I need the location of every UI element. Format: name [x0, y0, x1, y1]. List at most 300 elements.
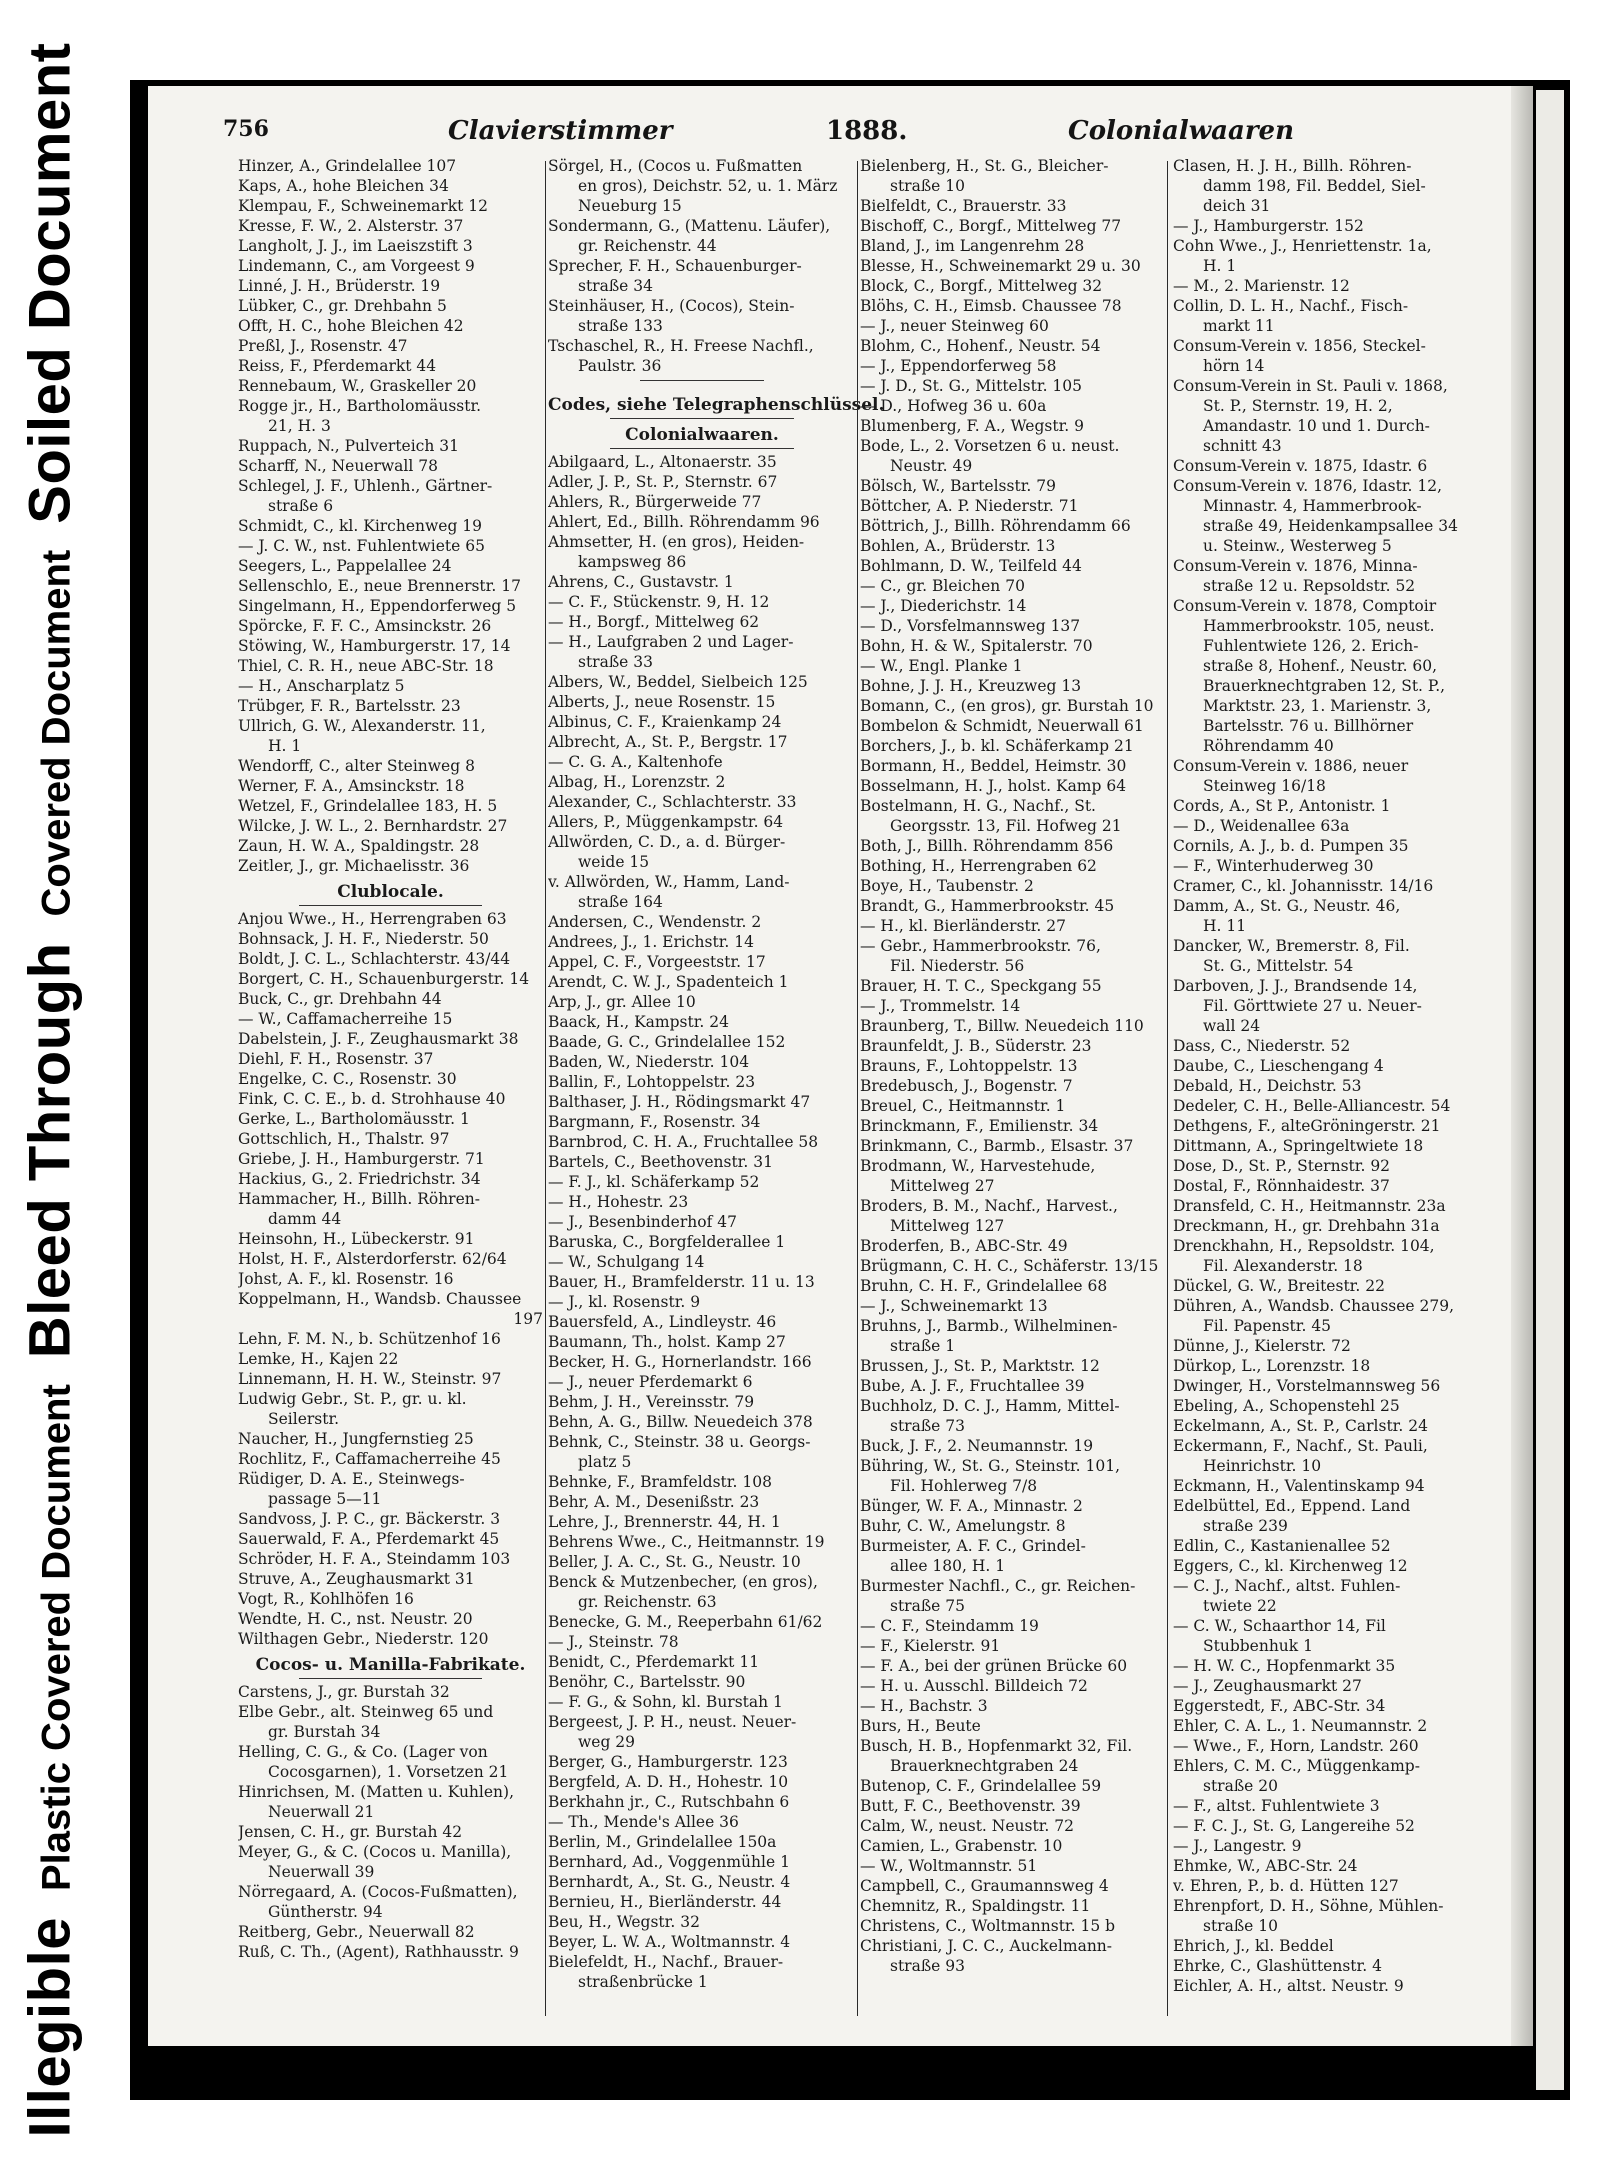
directory-entry: Debald, H., Deichstr. 53 — [1173, 1077, 1362, 1095]
directory-entry: Albers, W., Beddel, Sielbeich 125 — [548, 673, 808, 691]
entry-continuation: straße 20 — [1203, 1777, 1279, 1795]
directory-entry: — J., Eppendorferweg 58 — [860, 357, 1057, 375]
directory-entry: Baden, W., Niederstr. 104 — [548, 1053, 750, 1071]
column-divider — [1167, 161, 1168, 2016]
directory-entry: Rüdiger, D. A. E., Steinwegs- — [238, 1470, 465, 1488]
directory-entry: Spörcke, F. F. C., Amsinckstr. 26 — [238, 617, 492, 635]
directory-entry: Breuel, C., Heitmannstr. 1 — [860, 1097, 1066, 1115]
label-soiled: Soiled Document — [17, 42, 83, 524]
directory-entry: Bohlmann, D. W., Teilfeld 44 — [860, 557, 1082, 575]
directory-entry: Bernhard, Ad., Voggenmühle 1 — [548, 1853, 790, 1871]
entry-continuation: gr. Burstah 34 — [268, 1723, 381, 1741]
directory-entry: Buck, C., gr. Drehbahn 44 — [238, 990, 442, 1008]
entry-continuation: 197 — [513, 1310, 543, 1328]
directory-entry: Consum-Verein v. 1856, Steckel- — [1173, 337, 1426, 355]
directory-entry: — J., Diederichstr. 14 — [860, 597, 1027, 615]
directory-entry: Ahlert, Ed., Billh. Röhrendamm 96 — [548, 513, 820, 531]
directory-entry: Wilcke, J. W. L., 2. Bernhardstr. 27 — [238, 817, 508, 835]
directory-entry: — F. G., & Sohn, kl. Burstah 1 — [548, 1693, 783, 1711]
directory-entry: Burmeister, A. F. C., Grindel- — [860, 1537, 1086, 1555]
directory-entry: Arp, J., gr. Allee 10 — [548, 993, 696, 1011]
directory-entry: — J., Besenbinderhof 47 — [548, 1213, 737, 1231]
directory-entry: Ballin, F., Lohtoppelstr. 23 — [548, 1073, 756, 1091]
directory-entry: Dückel, G. W., Breitestr. 22 — [1173, 1277, 1385, 1295]
directory-entry: Dreckmann, H., gr. Drehbahn 31a — [1173, 1217, 1440, 1235]
directory-entry: Albrecht, A., St. P., Bergstr. 17 — [548, 733, 788, 751]
directory-entry: Ehrich, J., kl. Beddel — [1173, 1937, 1334, 1955]
directory-entry: Berlin, M., Grindelallee 150a — [548, 1833, 777, 1851]
directory-entry: Consum-Verein v. 1886, neuer — [1173, 757, 1409, 775]
directory-entry: Kaps, A., hohe Bleichen 34 — [238, 177, 449, 195]
entry-continuation: damm 198, Fil. Beddel, Siel- — [1203, 177, 1426, 195]
directory-entry: — H., Borgf., Mittelweg 62 — [548, 613, 760, 631]
directory-entry: Lehre, J., Brennerstr. 44, H. 1 — [548, 1513, 781, 1531]
directory-entry: Bohn, H. & W., Spitalerstr. 70 — [860, 637, 1093, 655]
directory-entry: Hackius, G., 2. Friedrichstr. 34 — [238, 1170, 481, 1188]
directory-entry: Eggerstedt, F., ABC-Str. 34 — [1173, 1697, 1386, 1715]
entry-continuation: en gros), Deichstr. 52, u. 1. März — [578, 177, 838, 195]
directory-entry: Ehrenpfort, D. H., Söhne, Mühlen- — [1173, 1897, 1444, 1915]
entry-continuation: schnitt 43 — [1203, 437, 1282, 455]
directory-entry: Blumenberg, F. A., Wegstr. 9 — [860, 417, 1085, 435]
entry-continuation: weg 29 — [578, 1733, 636, 1751]
column-1 — [238, 156, 543, 1962]
document-condition-labels — [0, 0, 100, 2177]
page-gutter — [1511, 86, 1533, 2046]
entry-continuation: Fil. Niederstr. 56 — [890, 957, 1025, 975]
directory-entry: Hammacher, H., Billh. Röhren- — [238, 1190, 480, 1208]
entry-continuation: Mittelweg 127 — [890, 1217, 1005, 1235]
label-covered-document: Covered Document — [34, 549, 79, 917]
directory-entry: Consum-Verein v. 1876, Minna- — [1173, 557, 1418, 575]
entry-continuation: Paulstr. 36 — [578, 357, 662, 375]
directory-entry: Campbell, C., Graumannsweg 4 — [860, 1877, 1109, 1895]
directory-entry: Lübker, C., gr. Drehbahn 5 — [238, 297, 447, 315]
directory-entry: Bohne, J. J. H., Kreuzweg 13 — [860, 677, 1082, 695]
directory-entry: Blöhs, C. H., Eimsb. Chaussee 78 — [860, 297, 1122, 315]
entry-continuation: St. G., Mittelstr. 54 — [1203, 957, 1354, 975]
directory-entry: Albag, H., Lorenzstr. 2 — [548, 773, 726, 791]
directory-entry: Diehl, F. H., Rosenstr. 37 — [238, 1050, 434, 1068]
directory-entry: Buhr, C. W., Amelungstr. 8 — [860, 1517, 1066, 1535]
header-right-title: Colonialwaaren — [1068, 116, 1294, 146]
directory-entry: Dedeler, C. H., Belle-Alliancestr. 54 — [1173, 1097, 1451, 1115]
directory-entry: Andersen, C., Wendenstr. 2 — [548, 913, 762, 931]
directory-entry: Lemke, H., Kajen 22 — [238, 1350, 399, 1368]
directory-entry: Seegers, L., Pappelallee 24 — [238, 557, 452, 575]
directory-entry: — H., Bachstr. 3 — [860, 1697, 988, 1715]
section-rule — [640, 380, 763, 389]
entry-continuation: Fil. Alexanderstr. 18 — [1203, 1257, 1363, 1275]
directory-entry: Eckelmann, A., St. P., Carlstr. 24 — [1173, 1417, 1428, 1435]
entry-continuation: weide 15 — [578, 853, 650, 871]
directory-entry: — F., Winterhuderweg 30 — [1173, 857, 1374, 875]
directory-entry: Christiani, J. C. C., Auckelmann- — [860, 1937, 1113, 1955]
directory-entry: Ebeling, A., Schopenstehl 25 — [1173, 1397, 1400, 1415]
directory-entry: Dabelstein, J. F., Zeughausmarkt 38 — [238, 1030, 519, 1048]
entry-continuation: Seilerstr. — [268, 1410, 340, 1428]
directory-entry: Ehlers, C. M. C., Müggenkamp- — [1173, 1757, 1420, 1775]
directory-entry: Darboven, J. J., Brandsende 14, — [1173, 977, 1418, 995]
directory-entry: Beyer, L. W. A., Woltmannstr. 4 — [548, 1933, 791, 1951]
directory-entry: — W., Woltmannstr. 51 — [860, 1857, 1038, 1875]
directory-entry: Balthaser, J. H., Rödingsmarkt 47 — [548, 1093, 811, 1111]
directory-entry: Sörgel, H., (Cocos u. Fußmatten — [548, 157, 803, 175]
directory-entry: Bielfeldt, C., Brauerstr. 33 — [860, 197, 1067, 215]
directory-entry: Dose, D., St. P., Sternstr. 92 — [1173, 1157, 1391, 1175]
label-illegible: Illegible — [17, 1917, 83, 2138]
directory-entry: Steinhäuser, H., (Cocos), Stein- — [548, 297, 795, 315]
entry-continuation: straßenbrücke 1 — [578, 1973, 708, 1991]
directory-entry: Schmidt, C., kl. Kirchenweg 19 — [238, 517, 483, 535]
condition-labels-rotated — [17, 43, 84, 2138]
directory-entry: Ullrich, G. W., Alexanderstr. 11, — [238, 717, 486, 735]
directory-entry: — Th., Mende's Allee 36 — [548, 1813, 739, 1831]
directory-entry: Benidt, C., Pferdemarkt 11 — [548, 1653, 760, 1671]
entry-continuation: Fil. Hohlerweg 7/8 — [890, 1477, 1038, 1495]
entry-continuation: kampsweg 86 — [578, 553, 687, 571]
directory-entry: Rogge jr., H., Bartholomäusstr. — [238, 397, 482, 415]
directory-entry: Berger, G., Hamburgerstr. 123 — [548, 1753, 788, 1771]
directory-entry: Busch, H. B., Hopfenmarkt 32, Fil. — [860, 1737, 1133, 1755]
directory-entry: Bostelmann, H. G., Nachf., St. — [860, 797, 1096, 815]
directory-entry: Becker, H. G., Hornerlandstr. 166 — [548, 1353, 812, 1371]
directory-entry: Baack, H., Kampstr. 24 — [548, 1013, 730, 1031]
directory-entry: Ehler, C. A. L., 1. Neumannstr. 2 — [1173, 1717, 1428, 1735]
directory-entry: Albinus, C. F., Kraienkamp 24 — [548, 713, 782, 731]
directory-entry: Cords, A., St P., Antonistr. 1 — [1173, 797, 1391, 815]
entry-continuation: straße 93 — [890, 1957, 966, 1975]
entry-continuation: Brauerknechtgraben 12, St. P., — [1203, 677, 1446, 695]
directory-entry: Bohlen, A., Brüderstr. 13 — [860, 537, 1056, 555]
directory-entry: Ruppach, N., Pulverteich 31 — [238, 437, 459, 455]
entry-continuation: straße 75 — [890, 1597, 966, 1615]
directory-entry: Offt, H. C., hohe Bleichen 42 — [238, 317, 464, 335]
page-number: 756 — [223, 116, 269, 142]
directory-entry: Sellenschlo, E., neue Brennerstr. 17 — [238, 577, 521, 595]
directory-entry: Eckermann, F., Nachf., St. Pauli, — [1173, 1437, 1428, 1455]
directory-entry: Ehrke, C., Glashüttenstr. 4 — [1173, 1957, 1382, 1975]
directory-entry: Dürkop, L., Lorenzstr. 18 — [1173, 1357, 1371, 1375]
directory-entry: Koppelmann, H., Wandsb. Chaussee — [238, 1290, 522, 1308]
directory-entry: Anjou Wwe., H., Herrengraben 63 — [238, 910, 507, 928]
directory-entry: — C. J., Nachf., altst. Fuhlen- — [1173, 1577, 1401, 1595]
column-2 — [548, 156, 885, 1992]
directory-entry: — F. A., bei der grünen Brücke 60 — [860, 1657, 1128, 1675]
directory-entry: Allers, P., Müggenkampstr. 64 — [548, 813, 784, 831]
directory-entry: Struve, A., Zeughausmarkt 31 — [238, 1570, 475, 1588]
directory-entry: — J., Schweinemarkt 13 — [860, 1297, 1048, 1315]
directory-entry: Dancker, W., Bremerstr. 8, Fil. — [1173, 937, 1410, 955]
directory-entry: v. Ehren, P., b. d. Hütten 127 — [1173, 1877, 1399, 1895]
entry-continuation: u. Steinw., Westerweg 5 — [1203, 537, 1392, 555]
directory-entry: Calm, W., neust. Neustr. 72 — [860, 1817, 1074, 1835]
label-plastic-covered: Plastic Covered Document — [34, 1384, 79, 1892]
directory-page — [148, 86, 1533, 2046]
directory-entry: Brinckmann, F., Emilienstr. 34 — [860, 1117, 1099, 1135]
directory-entry: Brinkmann, C., Barmb., Elsastr. 37 — [860, 1137, 1134, 1155]
directory-entry: Wetzel, F., Grindelallee 183, H. 5 — [238, 797, 498, 815]
directory-entry: Brussen, J., St. P., Marktstr. 12 — [860, 1357, 1100, 1375]
directory-entry: Bartels, C., Beethovenstr. 31 — [548, 1153, 773, 1171]
directory-entry: Dethgens, F., alteGröningerstr. 21 — [1173, 1117, 1441, 1135]
directory-entry: Edlin, C., Kastanienallee 52 — [1173, 1537, 1391, 1555]
directory-entry: Langholt, J. J., im Laeiszstift 3 — [238, 237, 473, 255]
directory-entry: Bischoff, C., Borgf., Mittelweg 77 — [860, 217, 1122, 235]
directory-entry: Böttcher, A. P. Niederstr. 71 — [860, 497, 1079, 515]
directory-entry: Cramer, C., kl. Johannisstr. 14/16 — [1173, 877, 1434, 895]
directory-entry: Cornils, A. J., b. d. Pumpen 35 — [1173, 837, 1409, 855]
directory-entry: Benck & Mutzenbecher, (en gros), — [548, 1573, 818, 1591]
page-header — [148, 116, 1388, 156]
directory-entry: Carstens, J., gr. Burstah 32 — [238, 1683, 450, 1701]
directory-entry: Broders, B. M., Nachf., Harvest., — [860, 1197, 1118, 1215]
directory-entry: Thiel, C. R. H., neue ABC-Str. 18 — [238, 657, 494, 675]
entry-continuation: platz 5 — [578, 1453, 632, 1471]
entry-continuation: Heinrichstr. 10 — [1203, 1457, 1322, 1475]
directory-entry: — D., Hofweg 36 u. 60a — [860, 397, 1047, 415]
directory-entry: Borgert, C. H., Schauenburgerstr. 14 — [238, 970, 530, 988]
directory-entry: Hinzer, A., Grindelallee 107 — [238, 157, 457, 175]
directory-entry: Benöhr, C., Bartelsstr. 90 — [548, 1673, 746, 1691]
entry-continuation: Minnastr. 4, Hammerbrook- — [1203, 497, 1422, 515]
directory-entry: — W., Schulgang 14 — [548, 1253, 705, 1271]
directory-entry: — J. C. W., nst. Fuhlentwiete 65 — [238, 537, 485, 555]
directory-entry: Daube, C., Lieschengang 4 — [1173, 1057, 1384, 1075]
entry-continuation: 21, H. 3 — [268, 417, 331, 435]
entry-continuation: straße 133 — [578, 317, 663, 335]
directory-entry: Buck, J. F., 2. Neumannstr. 19 — [860, 1437, 1094, 1455]
directory-entry: Bergeest, J. P. H., neust. Neuer- — [548, 1713, 797, 1731]
directory-entry: Blohm, C., Hohenf., Neustr. 54 — [860, 337, 1101, 355]
directory-entry: — J., kl. Rosenstr. 9 — [548, 1293, 701, 1311]
directory-entry: — H., Hohestr. 23 — [548, 1193, 689, 1211]
directory-entry: Dransfeld, C. H., Heitmannstr. 23a — [1173, 1197, 1446, 1215]
directory-entry: Nörregaard, A. (Cocos-Fußmatten), — [238, 1883, 518, 1901]
directory-entry: Consum-Verein v. 1876, Idastr. 12, — [1173, 477, 1443, 495]
entry-continuation: Brauerknechtgraben 24 — [890, 1757, 1079, 1775]
directory-entry: Eggers, C., kl. Kirchenweg 12 — [1173, 1557, 1408, 1575]
directory-entry: Ludwig Gebr., St. P., gr. u. kl. — [238, 1390, 467, 1408]
directory-entry: Alexander, C., Schlachterstr. 33 — [548, 793, 797, 811]
directory-entry: Bosselmann, H. J., holst. Kamp 64 — [860, 777, 1127, 795]
directory-entry: Adler, J. P., St. P., Sternstr. 67 — [548, 473, 778, 491]
directory-entry: Reiss, F., Pferdemarkt 44 — [238, 357, 437, 375]
directory-entry: — J., Zeughausmarkt 27 — [1173, 1677, 1362, 1695]
directory-entry: Edelbüttel, Ed., Eppend. Land — [1173, 1497, 1411, 1515]
directory-entry: Behnke, F., Bramfeldstr. 108 — [548, 1473, 772, 1491]
entry-continuation: straße 73 — [890, 1417, 966, 1435]
entry-continuation: allee 180, H. 1 — [890, 1557, 1006, 1575]
directory-entry: Benecke, G. M., Reeperbahn 61/62 — [548, 1613, 823, 1631]
directory-entry: Abilgaard, L., Altonaerstr. 35 — [548, 453, 777, 471]
directory-entry: Bomann, C., (en gros), gr. Burstah 10 — [860, 697, 1154, 715]
entry-continuation: Neustr. 49 — [890, 457, 973, 475]
directory-entry: Sauerwald, F. A., Pferdemarkt 45 — [238, 1530, 500, 1548]
directory-entry: — J., neuer Steinweg 60 — [860, 317, 1049, 335]
directory-entry: Drenckhahn, H., Repsoldstr. 104, — [1173, 1237, 1435, 1255]
directory-entry: Consum-Verein v. 1878, Comptoir — [1173, 597, 1437, 615]
directory-entry: Brügmann, C. H. C., Schäferstr. 13/15 — [860, 1257, 1159, 1275]
directory-entry: Vogt, R., Kohlhöfen 16 — [238, 1590, 414, 1608]
directory-entry: — J. D., St. G., Mittelstr. 105 — [860, 377, 1083, 395]
directory-entry: Elbe Gebr., alt. Steinweg 65 und — [238, 1703, 494, 1721]
directory-entry: Jensen, C. H., gr. Burstah 42 — [238, 1823, 463, 1841]
entry-continuation: St. P., Sternstr. 19, H. 2, — [1203, 397, 1393, 415]
directory-entry: Werner, F. A., Amsinckstr. 18 — [238, 777, 465, 795]
directory-entry: Bredebusch, J., Bogenstr. 7 — [860, 1077, 1073, 1095]
entry-continuation: straße 6 — [268, 497, 334, 515]
directory-entry: Bergfeld, A. D. H., Hohestr. 10 — [548, 1773, 789, 1791]
directory-entry: Eichler, A. H., altst. Neustr. 9 — [1173, 1977, 1404, 1995]
directory-entry: Griebe, J. H., Hamburgerstr. 71 — [238, 1150, 485, 1168]
directory-entry: Stöwing, W., Hamburgerstr. 17, 14 — [238, 637, 511, 655]
directory-entry: Sandvoss, J. P. C., gr. Bäckerstr. 3 — [238, 1510, 501, 1528]
directory-entry: Butenop, C. F., Grindelallee 59 — [860, 1777, 1102, 1795]
entry-continuation: Güntherstr. 94 — [268, 1903, 383, 1921]
column-4 — [1173, 156, 1473, 1996]
directory-entry: Bernhardt, A., St. G., Neustr. 4 — [548, 1873, 791, 1891]
facing-page-edge — [1536, 90, 1564, 2090]
directory-entry: Chemnitz, R., Spaldingstr. 11 — [860, 1897, 1091, 1915]
entry-continuation: straße 1 — [890, 1337, 956, 1355]
directory-entry: Bielenberg, H., St. G., Bleicher- — [860, 157, 1109, 175]
entry-continuation: Bartelsstr. 76 u. Billhörner — [1203, 717, 1414, 735]
directory-entry: v. Allwörden, W., Hamm, Land- — [548, 873, 790, 891]
entry-continuation: deich 31 — [1203, 197, 1271, 215]
directory-entry: Bauer, H., Bramfelderstr. 11 u. 13 — [548, 1273, 815, 1291]
directory-entry: Broderfen, B., ABC-Str. 49 — [860, 1237, 1068, 1255]
directory-entry: Preßl, J., Rosenstr. 47 — [238, 337, 408, 355]
entry-continuation: Neueburg 15 — [578, 197, 682, 215]
section-heading: Codes, siehe Telegraphenschlüssel. — [548, 395, 856, 419]
directory-entry: Behn, A. G., Billw. Neuedeich 378 — [548, 1413, 813, 1431]
entry-continuation: damm 44 — [268, 1210, 342, 1228]
directory-entry: Braunfeldt, J. B., Süderstr. 23 — [860, 1037, 1092, 1055]
directory-entry: — J., Hamburgerstr. 152 — [1173, 217, 1364, 235]
directory-entry: Singelmann, H., Eppendorferweg 5 — [238, 597, 517, 615]
directory-entry: Fink, C. C. E., b. d. Strohhause 40 — [238, 1090, 506, 1108]
entry-continuation: Fuhlentwiete 126, 2. Erich- — [1203, 637, 1419, 655]
directory-entry: Bölsch, W., Bartelsstr. 79 — [860, 477, 1056, 495]
directory-entry: — H., Anscharplatz 5 — [238, 677, 405, 695]
directory-entry: Bothing, H., Herrengraben 62 — [860, 857, 1097, 875]
directory-entry: Behr, A. M., Desenißstr. 23 — [548, 1493, 760, 1511]
directory-entry: — J., neuer Pferdemarkt 6 — [548, 1373, 753, 1391]
directory-entry: — H. W. C., Hopfenmarkt 35 — [1173, 1657, 1396, 1675]
directory-entry: — C. F., Steindamm 19 — [860, 1617, 1039, 1635]
directory-entry: Berkhahn jr., C., Rutschbahn 6 — [548, 1793, 790, 1811]
directory-entry: Ehmke, W., ABC-Str. 24 — [1173, 1857, 1358, 1875]
directory-entry: Andrees, J., 1. Erichstr. 14 — [548, 933, 754, 951]
directory-entry: Dittmann, A., Springeltwiete 18 — [1173, 1137, 1424, 1155]
directory-entry: — J., Trommelstr. 14 — [860, 997, 1021, 1015]
directory-entry: Camien, L., Grabenstr. 10 — [860, 1837, 1063, 1855]
directory-entry: Bombelon & Schmidt, Neuerwall 61 — [860, 717, 1144, 735]
directory-entry: Sprecher, F. H., Schauenburger- — [548, 257, 802, 275]
directory-entry: Baruska, C., Borgfelderallee 1 — [548, 1233, 786, 1251]
directory-entry: Bauersfeld, A., Lindleystr. 46 — [548, 1313, 777, 1331]
directory-entry: Cohn Wwe., J., Henriettenstr. 1a, — [1173, 237, 1432, 255]
directory-entry: Lindemann, C., am Vorgeest 9 — [238, 257, 475, 275]
directory-entry: — W., Caffamacherreihe 15 — [238, 1010, 453, 1028]
entry-continuation: Stubbenhuk 1 — [1203, 1637, 1313, 1655]
directory-entry: Bland, J., im Langenrehm 28 — [860, 237, 1085, 255]
entry-continuation: Marktstr. 23, 1. Marienstr. 3, — [1203, 697, 1432, 715]
directory-entry: Baade, G. C., Grindelallee 152 — [548, 1033, 786, 1051]
entry-continuation: straße 8, Hohenf., Neustr. 60, — [1203, 657, 1438, 675]
directory-entry: Schlegel, J. F., Uhlenh., Gärtner- — [238, 477, 493, 495]
directory-entry: Dostal, F., Rönnhaidestr. 37 — [1173, 1177, 1390, 1195]
directory-entry: Reitberg, Gebr., Neuerwall 82 — [238, 1923, 475, 1941]
directory-entry: Trübger, F. R., Bartelsstr. 23 — [238, 697, 461, 715]
directory-entry: Butt, F. C., Beethovenstr. 39 — [860, 1797, 1081, 1815]
directory-entry: Bielefeldt, H., Nachf., Brauer- — [548, 1953, 784, 1971]
entry-continuation: Neuerwall 21 — [268, 1803, 375, 1821]
directory-entry: Klempau, F., Schweinemarkt 12 — [238, 197, 488, 215]
entry-continuation: straße 10 — [890, 177, 966, 195]
directory-entry: Arendt, C. W. J., Spadenteich 1 — [548, 973, 789, 991]
section-heading: Colonialwaaren. — [548, 425, 856, 449]
directory-entry: Bohnsack, J. H. F., Niederstr. 50 — [238, 930, 489, 948]
entry-continuation: H. 1 — [268, 737, 302, 755]
directory-entry: Brandt, G., Hammerbrookstr. 45 — [860, 897, 1115, 915]
entry-continuation: straße 33 — [578, 653, 654, 671]
entry-continuation: H. 1 — [1203, 257, 1237, 275]
directory-entry: Tschaschel, R., H. Freese Nachfl., — [548, 337, 814, 355]
directory-entry: Baumann, Th., holst. Kamp 27 — [548, 1333, 786, 1351]
directory-entry: Borchers, J., b. kl. Schäferkamp 21 — [860, 737, 1134, 755]
directory-entry: Brauns, F., Lohtoppelstr. 13 — [860, 1057, 1078, 1075]
directory-entry: — H. u. Ausschl. Billdeich 72 — [860, 1677, 1088, 1695]
directory-entry: Bünger, W. F. A., Minnastr. 2 — [860, 1497, 1083, 1515]
header-year: 1888. — [826, 116, 908, 146]
directory-entry: Ruß, C. Th., (Agent), Rathhausstr. 9 — [238, 1943, 519, 1961]
directory-entry: — H., kl. Bierländerstr. 27 — [860, 917, 1067, 935]
directory-entry: Zeitler, J., gr. Michaelisstr. 36 — [238, 857, 470, 875]
directory-entry: Engelke, C. C., Rosenstr. 30 — [238, 1070, 457, 1088]
directory-entry: Damm, A., St. G., Neustr. 46, — [1173, 897, 1401, 915]
directory-entry: — C. F., Stückenstr. 9, H. 12 — [548, 593, 770, 611]
directory-entry: Gottschlich, H., Thalstr. 97 — [238, 1130, 450, 1148]
directory-entry: Scharff, N., Neuerwall 78 — [238, 457, 438, 475]
entry-continuation: Steinweg 16/18 — [1203, 777, 1326, 795]
header-left-title: Clavierstimmer — [448, 116, 673, 146]
directory-entry: Gerke, L., Bartholomäusstr. 1 — [238, 1110, 470, 1128]
directory-entry: — F. J., kl. Schäferkamp 52 — [548, 1173, 760, 1191]
directory-entry: Wilthagen Gebr., Niederstr. 120 — [238, 1630, 489, 1648]
directory-entry: — J., Langestr. 9 — [1173, 1837, 1302, 1855]
directory-entry: Johst, A. F., kl. Rosenstr. 16 — [238, 1270, 454, 1288]
directory-entry: Boye, H., Taubenstr. 2 — [860, 877, 1034, 895]
directory-entry: Bormann, H., Beddel, Heimstr. 30 — [860, 757, 1127, 775]
directory-entry: — H., Laufgraben 2 und Lager- — [548, 633, 794, 651]
directory-entry: — D., Vorsfelmannsweg 137 — [860, 617, 1081, 635]
directory-entry: Rochlitz, F., Caffamacherreihe 45 — [238, 1450, 501, 1468]
directory-entry: Bruhn, C. H. F., Grindelallee 68 — [860, 1277, 1108, 1295]
directory-entry: Linnemann, H. H. W., Steinstr. 97 — [238, 1370, 502, 1388]
directory-entry: — C. G. A., Kaltenhofe — [548, 753, 723, 771]
directory-entry: Schröder, H. F. A., Steindamm 103 — [238, 1550, 511, 1568]
directory-entry: Bargmann, F., Rosenstr. 34 — [548, 1113, 761, 1131]
directory-entry: Allwörden, C. D., a. d. Bürger- — [548, 833, 786, 851]
directory-entry: — Wwe., F., Horn, Landstr. 260 — [1173, 1737, 1419, 1755]
entry-continuation: hörn 14 — [1203, 357, 1265, 375]
directory-entry: Beu, H., Wegstr. 32 — [548, 1913, 700, 1931]
directory-entry: Eckmann, H., Valentinskamp 94 — [1173, 1477, 1425, 1495]
directory-entry: Consum-Verein v. 1875, Idastr. 6 — [1173, 457, 1428, 475]
directory-entry: Wendorff, C., alter Steinweg 8 — [238, 757, 475, 775]
